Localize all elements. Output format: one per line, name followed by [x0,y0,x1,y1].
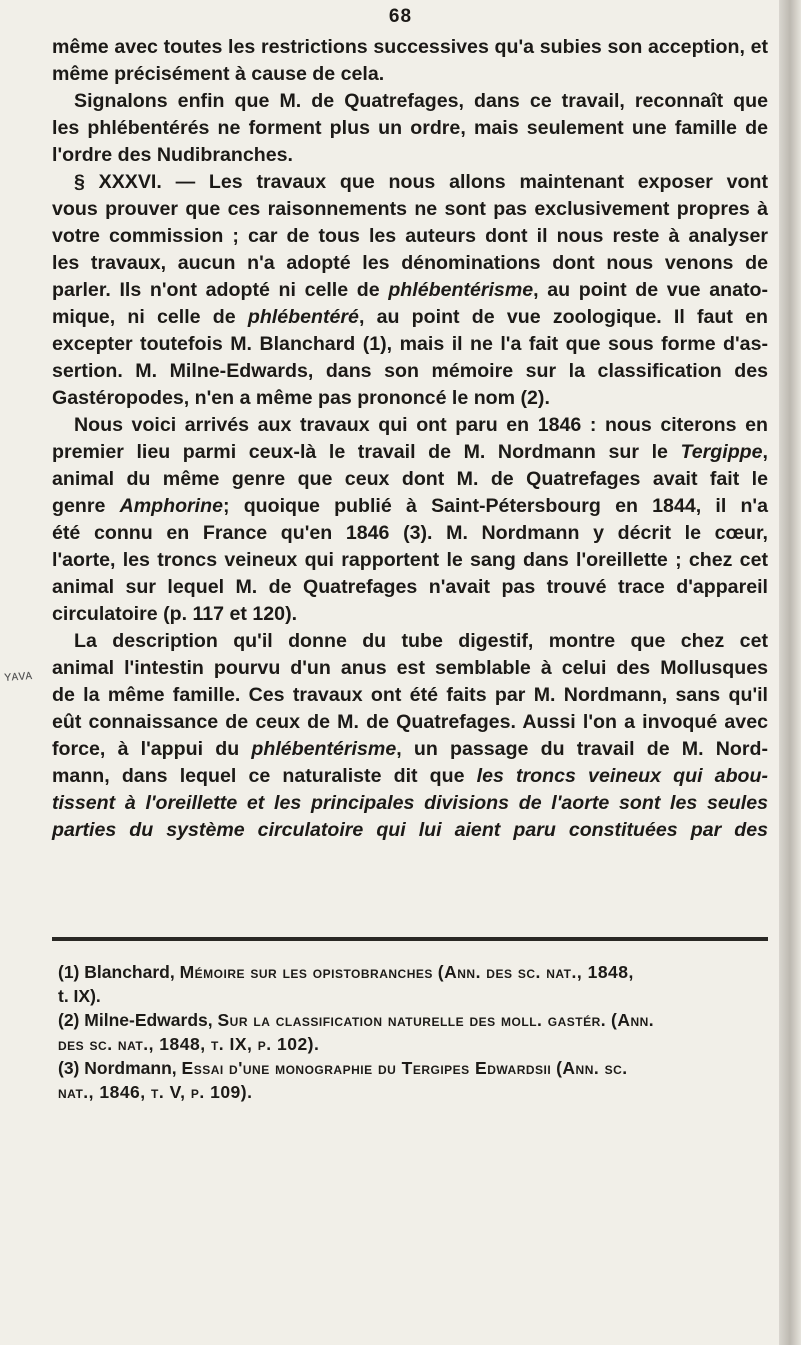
text-line: genre Amphorine; quoique publié à Saint-Pétersbourg en 1844, il n'a [52,495,768,517]
text-line: circulatoire (p. 117 et 120). [52,603,298,625]
text-line: excepter toutefois M. Blanchard (1), mais il ne l'a fait que sous forme d'as- [52,333,768,355]
footnote-divider [52,937,768,941]
footnote: (3) Nordmann, Essai d'une monographie du Tergipes Edwardsii (Ann. sc. [58,1058,628,1078]
italic-term: Tergippe [680,441,763,463]
text-line: votre commission ; car de tous les auteurs dont il nous reste à analyser [52,225,768,247]
page-edge [779,0,801,1345]
text-line: force, à l'appui du phlébentérisme, un passage du travail de M. Nord- [52,738,769,760]
text-line: La description qu'il donne du tube digestif, montre que chez cet [74,630,768,652]
text-line: mique, ni celle de phlébentéré, au point de vue zoologique. Il faut en [52,306,768,328]
section-heading-line: § XXXVI. — Les travaux que nous allons maintenant exposer vont [74,171,768,193]
text-line: mann, dans lequel ce naturaliste dit que les troncs veineux qui abou- [52,765,768,787]
footnote: (2) Milne-Edwards, Sur la classification naturelle des moll. gastér. (Ann. [58,1010,655,1030]
text-line: animal l'intestin pourvu d'un anus est semblable à celui des Mollusques [52,657,768,679]
text-line: sertion. M. Milne-Edwards, dans son mémoire sur la classification des [52,360,768,382]
text-line: premier lieu parmi ceux-là le travail de M. Nordmann sur le Tergippe, [52,441,768,463]
text-line: de la même famille. Ces travaux ont été faits par M. Nordmann, sans qu'il [52,684,768,706]
text-line: l'ordre des Nudibranches. [52,144,293,166]
text-line: Gastéropodes, n'en a même pas prononcé le nom (2). [52,387,550,409]
italic-term: phlébentérisme [251,738,397,760]
main-text [52,34,768,844]
text-line: les travaux, aucun n'a adopté les dénominations dont nous venons de [52,252,768,274]
text-line: les phlébentérés ne forment plus un ordre, mais seulement une famille de [52,117,768,139]
text-line: parler. Ils n'ont adopté ni celle de phlébentérisme, au point de vue anato- [52,279,768,301]
text-line: Signalons enfin que M. de Quatrefages, dans ce travail, reconnaît que [74,90,768,112]
text-line: l'aorte, les troncs veineux qui rapportent le sang dans l'oreillette ; chez cet [52,549,768,571]
text-line: animal sur lequel M. de Quatrefages n'avait pas trouvé trace d'appareil [52,576,768,598]
footnote: (1) Blanchard, Mémoire sur les opistobranches (Ann. des sc. nat., 1848, [58,962,634,982]
footnote-continuation: nat., 1846, t. V, p. 109). [58,1082,253,1102]
italic-term: phlébentérisme [388,279,534,301]
text-line: Nous voici arrivés aux travaux qui ont paru en 1846 : nous citerons en [74,414,768,436]
footnote-continuation: t. IX). [58,986,101,1006]
text-line: vous prouver que ces raisonnements ne sont pas exclusivement propres à [52,198,768,220]
page-number: 68 [388,6,413,27]
italic-term: Amphorine [119,495,223,517]
italic-quote: les troncs veineux qui abou- [476,765,768,787]
text-line: eût connaissance de ceux de M. de Quatrefages. Aussi l'on a invoqué avec [52,711,768,733]
text-line: été connu en France qu'en 1846 (3). M. Nordmann y décrit le cœur, [52,522,768,544]
footnotes [58,960,770,1104]
text-line: animal du même genre que ceux dont M. de Quatrefages avait fait le [52,468,768,490]
text-line: même précisément à cause de cela. [52,63,385,85]
text-line: tissent à l'oreillette et les principales divisions de l'aorte sont les seules [52,792,768,814]
text-line: parties du système circulatoire qui lui aient paru constituées par des [52,819,768,841]
footnote-continuation: des sc. nat., 1848, t. IX, p. 102). [58,1034,320,1054]
margin-annotation: ʏᴀᴠᴀ [3,666,33,684]
italic-term: phlébentéré [247,306,359,328]
text-line: même avec toutes les restrictions successives qu'a subies son acception, et [52,36,768,58]
